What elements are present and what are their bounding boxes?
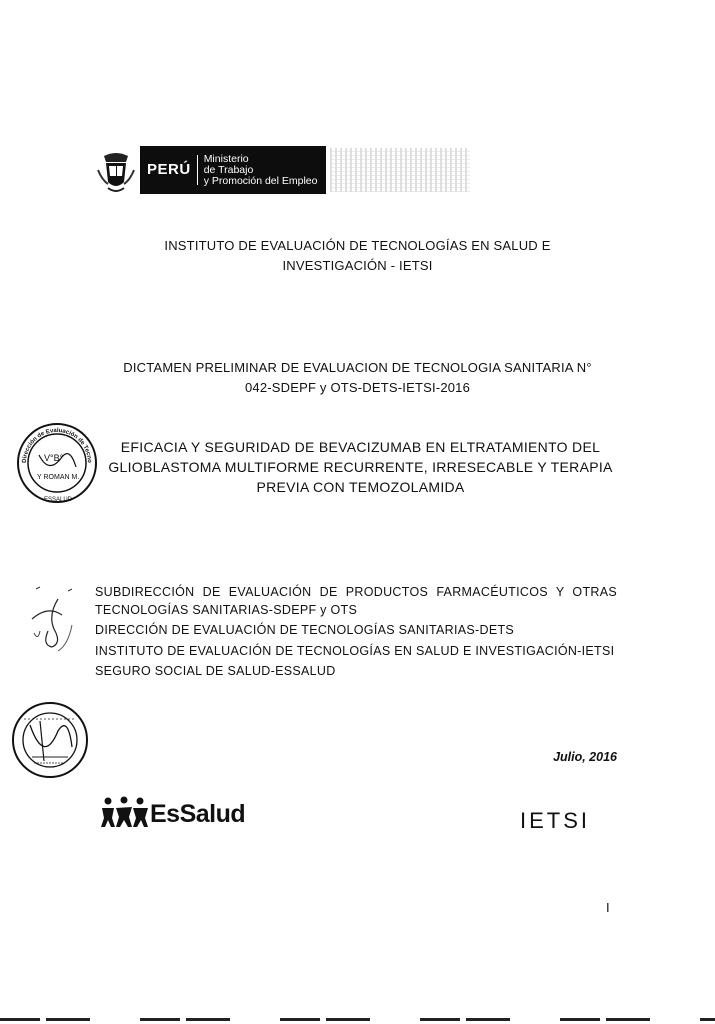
signature-icon <box>28 585 82 663</box>
peru-crest-icon <box>96 150 136 194</box>
svg-text:ESSALUD: ESSALUD <box>44 497 73 503</box>
department-item: SEGURO SOCIAL DE SALUD-ESSALUD <box>95 664 336 678</box>
ministry-name: Ministerio de Trabajo y Promoción del Empleo <box>203 152 318 187</box>
document-date: Julio, 2016 <box>553 750 617 764</box>
dictamen-heading: DICTAMEN PRELIMINAR DE EVALUACION DE TECNOLOGIA SANITARIA N° 042-SDEPF y OTS-DETS-IETSI-2016 <box>123 360 592 395</box>
ministry-logo <box>140 146 326 194</box>
scan-edge-line <box>0 1018 715 1021</box>
institute-heading: INSTITUTO DE EVALUACIÓN DE TECNOLOGÍAS EN SALUD E INVESTIGACIÓN - IETSI <box>164 238 551 273</box>
approval-stamp-2-icon <box>10 695 90 785</box>
approval-stamp-icon <box>14 417 100 509</box>
svg-text:Dirección de Evaluación de Tec: Dirección de Evaluación de Tecno <box>21 427 93 464</box>
department-item: DIRECCIÓN DE EVALUACIÓN DE TECNOLOGÍAS SANITARIAS-DETS <box>95 623 515 637</box>
document-title: EFICACIA Y SEGURIDAD DE BEVACIZUMAB EN ELTRATAMIENTO DEL GLIOBLASTOMA MULTIFORME RECURRENTE, IRRESECABLE Y TERAPIA PREVIA CON TEMOZOLAMIDA <box>108 439 613 495</box>
page-number: I <box>606 900 610 915</box>
country-label: PERÚ <box>140 155 198 185</box>
departments-list <box>95 584 617 684</box>
essalud-logo-text: EsSalud <box>150 800 246 828</box>
ietsi-logo-text: IETSI <box>520 808 591 833</box>
essalud-family-icon <box>100 796 150 828</box>
department-item: SUBDIRECCIÓN DE EVALUACIÓN DE PRODUCTOS FARMACÉUTICOS Y OTRAS TECNOLOGÍAS SANITARIAS-SDEPF y OTS <box>95 585 617 617</box>
scan-noise <box>330 148 470 192</box>
svg-text:V°B°: V°B° <box>44 453 64 463</box>
svg-text:Y ROMAN M.: Y ROMAN M. <box>37 474 80 481</box>
department-item: INSTITUTO DE EVALUACIÓN DE TECNOLOGÍAS EN SALUD E INVESTIGACIÓN-IETSI <box>95 643 615 658</box>
